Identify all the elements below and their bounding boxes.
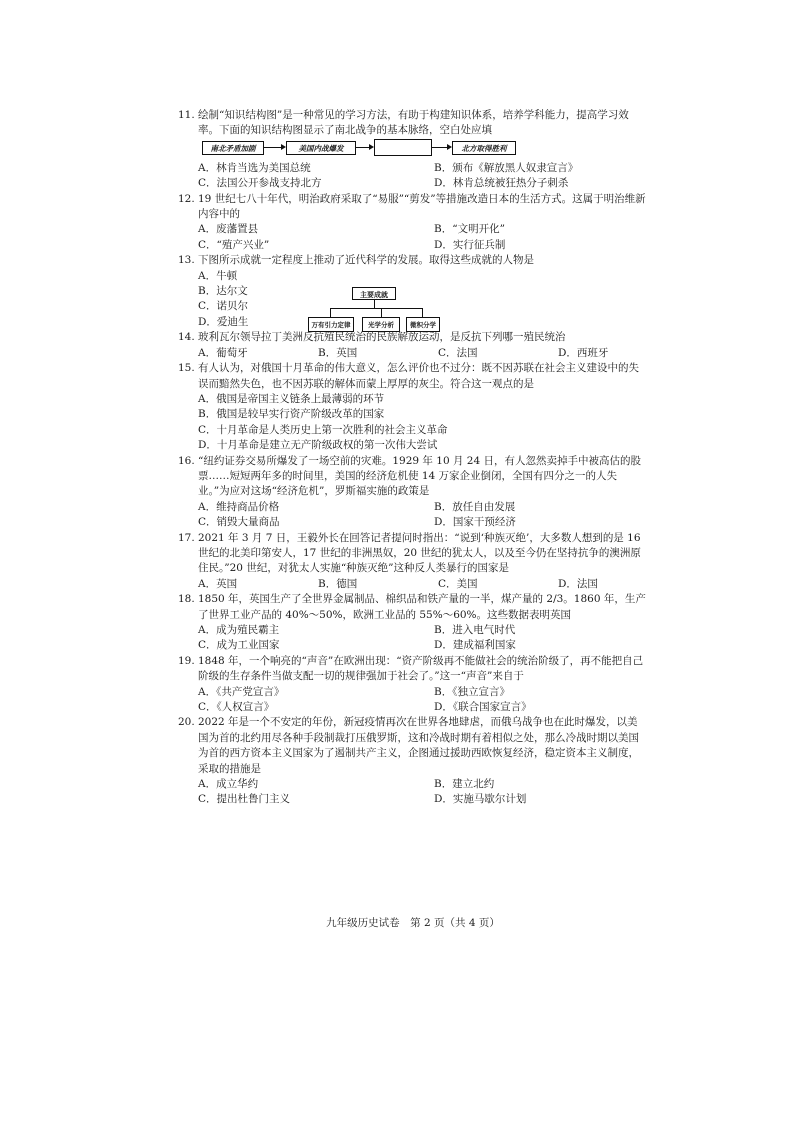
question-stem: “纽约证券交易所爆发了一场空前的灾难。1929 年 10 月 24 日，有人忽然卖掉手中被高估的股票……短短两年多的时间里，美国的经济危机使 14 万家企业倒闭，全国有四分之一的人失业。”为应对这场“经济危机”，罗斯福实施的政策是 bbox=[198, 454, 641, 498]
option-c: C．诺贝尔 bbox=[198, 300, 249, 313]
option-d: D．西班牙 bbox=[558, 346, 609, 359]
question-17 bbox=[178, 531, 648, 593]
option-d: D．建成福利国家 bbox=[434, 639, 516, 652]
question-stem: 2022 年是一个不安定的年份，新冠疫情再次在世界各地肆虐，而俄乌战争也在此时爆发，以美国为首的北约用尽各种手段制裁打压俄罗斯，这和冷战时期有着相似之处，那么冷战时期以美国为首的西方资本主义国家为了遏制共产主义，企图通过援助西欧恢复经济，稳定资本主义制度，采取的措施是 bbox=[198, 716, 639, 775]
question-11 bbox=[178, 108, 648, 192]
option-b: B．进入电气时代 bbox=[434, 624, 516, 636]
achievements-tree-diagram bbox=[308, 287, 448, 335]
options bbox=[198, 685, 648, 716]
question-stem: 下图所示成就一定程度上推动了近代科学的发展。取得这些成就的人物是 bbox=[198, 254, 534, 267]
option-a: A．英国 bbox=[198, 577, 238, 590]
exam-page bbox=[178, 108, 648, 929]
tree-leaf-box: 微积分学 bbox=[406, 317, 440, 332]
tree-line bbox=[330, 308, 422, 309]
options bbox=[198, 346, 648, 361]
page-footer: 九年级历史试卷 第 2 页（共 4 页） bbox=[326, 917, 500, 929]
diagram-arrow bbox=[356, 147, 372, 148]
question-13 bbox=[178, 253, 648, 330]
option-a: A．废藩置县 bbox=[198, 223, 259, 236]
question-number: 18. bbox=[178, 593, 195, 606]
diagram-blank-box bbox=[374, 139, 432, 156]
option-a: A．牛顿 bbox=[198, 269, 238, 282]
question-number: 15. bbox=[178, 362, 195, 375]
diagram-arrow bbox=[432, 147, 450, 148]
options bbox=[198, 392, 648, 454]
option-c: C．《人权宣言》 bbox=[198, 701, 275, 714]
option-a: A．林肯当选为美国总统 bbox=[198, 161, 311, 174]
question-number: 11. bbox=[178, 109, 195, 121]
option-c: C．成为工业国家 bbox=[198, 639, 280, 652]
option-b: B．“文明开化” bbox=[434, 223, 505, 236]
option-b: B．俄国是较早实行资产阶级改革的国家 bbox=[198, 408, 385, 421]
option-c: C．美国 bbox=[438, 577, 478, 590]
option-c: C．提出杜鲁门主义 bbox=[198, 793, 291, 806]
option-d: D．十月革命是建立无产阶级政权的第一次伟大尝试 bbox=[198, 439, 438, 452]
question-18 bbox=[178, 592, 648, 654]
options bbox=[198, 623, 648, 654]
question-15 bbox=[178, 361, 648, 453]
option-a: A．《共产党宣言》 bbox=[198, 685, 285, 698]
tree-line bbox=[381, 308, 382, 317]
question-19 bbox=[178, 654, 648, 716]
question-stem: 绘制“知识结构图”是一种常见的学习方法，有助于构建知识体系，培养学科能力，提高学习效率。下面的知识结构图显示了南北战争的基本脉络，空白处应填 bbox=[198, 109, 629, 137]
option-b: B．德国 bbox=[318, 577, 358, 590]
question-14 bbox=[178, 330, 648, 361]
question-number: 13. bbox=[178, 254, 195, 267]
option-b: B．达尔文 bbox=[198, 285, 248, 298]
question-number: 19. bbox=[178, 654, 195, 667]
question-number: 16. bbox=[178, 454, 195, 467]
option-d: D．实施马歇尔计划 bbox=[434, 793, 527, 806]
tree-line bbox=[374, 300, 375, 308]
question-stem: 有人认为，对俄国十月革命的伟大意义，怎么评价也不过分：既不因苏联在社会主义建设中的失误而黯然失色，也不因苏联的解体而蒙上厚厚的灰尘。符合这一观点的是 bbox=[198, 362, 639, 390]
option-a: A．俄国是帝国主义链条上最薄弱的环节 bbox=[198, 392, 385, 405]
option-b: B．建立北约 bbox=[434, 778, 495, 791]
diagram-box-1: 南北矛盾加剧 bbox=[202, 141, 264, 155]
option-c: C．“殖产兴业” bbox=[198, 238, 270, 251]
knowledge-structure-diagram bbox=[198, 141, 648, 159]
option-b: B．颁布《解放黑人奴隶宣言》 bbox=[434, 161, 579, 174]
option-d: D．《联合国家宣言》 bbox=[434, 701, 532, 714]
question-stem: 1848 年，一个响亮的“声音”在欧洲出现：“资产阶级再不能做社会的统治阶级了，再不能把自己阶级的生存条件当做支配一切的规律强加于社会了。”这一“声音”来自于 bbox=[198, 654, 644, 683]
option-a: A．成为殖民霸主 bbox=[198, 624, 280, 636]
option-d: D．爱迪生 bbox=[198, 315, 249, 328]
question-20 bbox=[178, 715, 648, 807]
option-c: C．法国 bbox=[438, 346, 478, 359]
option-c: C．十月革命是人类历史上第一次胜利的社会主义革命 bbox=[198, 423, 448, 436]
question-number: 17. bbox=[178, 531, 195, 544]
option-b: B．英国 bbox=[318, 346, 358, 359]
tree-leaf-box: 光学分析 bbox=[362, 317, 400, 332]
tree-leaf-box: 万有引力定律 bbox=[308, 317, 354, 332]
tree-line bbox=[330, 308, 331, 317]
tree-root-box: 主要成就 bbox=[352, 287, 396, 300]
option-c: C．销毁大量商品 bbox=[198, 516, 280, 529]
question-stem: 19 世纪七八十年代，明治政府采取了“易服”“剪发”等措施改造日本的生活方式。这属于明治维新内容中的 bbox=[198, 192, 646, 221]
diagram-box-4: 北方取得胜利 bbox=[452, 141, 516, 155]
question-stem: 2021 年 3 月 7 日，王毅外长在回答记者提问时指出：“说到‘种族灭绝’，大多数人想到的是 16 世纪的北美印第安人，17 世纪的非洲黑奴，20 世纪的犹太人，以及至今仍在坚持抗争的澳洲原住民。”20 世纪，对犹太人实施“种族灭绝”这种反人类暴行的国家是 bbox=[198, 531, 641, 575]
question-12 bbox=[178, 192, 648, 254]
option-d: D．国家干预经济 bbox=[434, 516, 516, 529]
options bbox=[198, 577, 648, 592]
diagram-arrow bbox=[264, 147, 284, 148]
question-16 bbox=[178, 454, 648, 531]
option-d: D．实行征兵制 bbox=[434, 238, 506, 251]
tree-line bbox=[422, 308, 423, 317]
option-d: D．法国 bbox=[558, 577, 598, 590]
question-number: 20. bbox=[178, 716, 195, 729]
option-a: A．维持商品价格 bbox=[198, 500, 280, 513]
option-b: B．放任自由发展 bbox=[434, 500, 516, 513]
question-number: 12. bbox=[178, 192, 195, 205]
question-number: 14. bbox=[178, 331, 195, 344]
diagram-box-2: 美国内战爆发 bbox=[286, 141, 356, 155]
question-stem: 玻利瓦尔领导拉丁美洲反抗殖民统治的民族解放运动，是反抗下列哪一殖民统治 bbox=[198, 331, 566, 344]
options bbox=[198, 500, 648, 531]
option-a: A．成立华约 bbox=[198, 778, 259, 791]
question-stem: 1850 年，英国生产了全世界金属制品、棉织品和铁产量的一半，煤产量的 2/3。1860 年，生产了世界工业产品的 40%～50%，欧洲工业品的 55%～60%。这些数据表明英国 bbox=[198, 593, 646, 621]
option-a: A．葡萄牙 bbox=[198, 346, 248, 359]
option-d: D．林肯总统被狂热分子刺杀 bbox=[434, 177, 569, 190]
options bbox=[198, 777, 648, 808]
options bbox=[198, 222, 648, 253]
options bbox=[198, 161, 648, 192]
option-b: B．《独立宣言》 bbox=[434, 685, 510, 698]
option-c: C．法国公开参战支持北方 bbox=[198, 177, 322, 190]
